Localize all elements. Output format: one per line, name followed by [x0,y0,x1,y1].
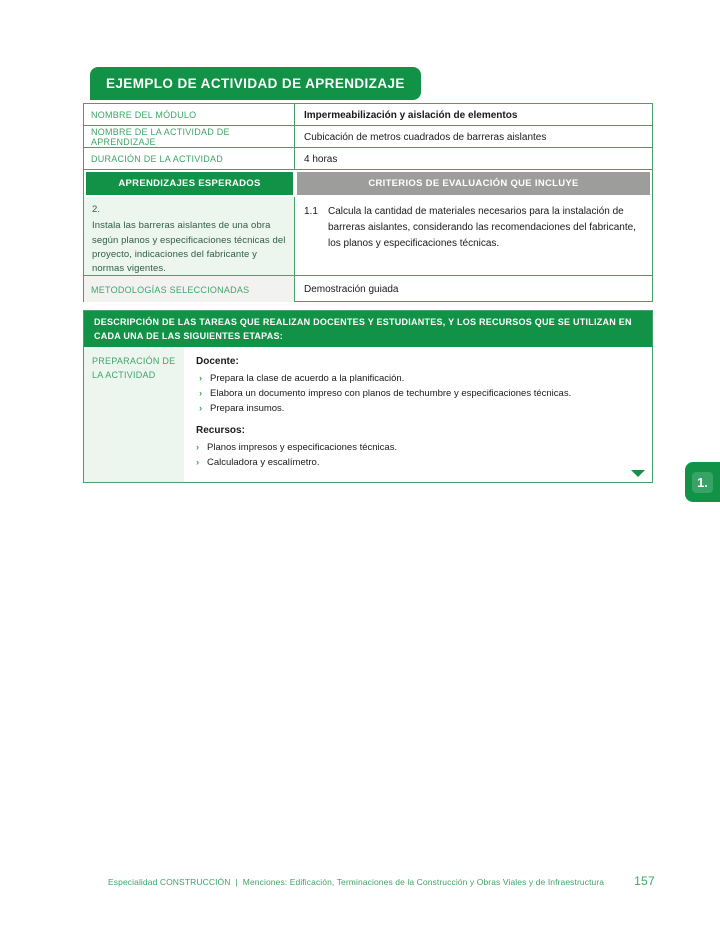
expected-learning-cell [84,197,295,275]
module-value: Impermeabilización y aislación de elementos [304,109,518,121]
footer-divider: | [235,877,238,887]
activity-name-value: Cubicación de metros cuadrados de barreras aislantes [304,131,547,143]
bullet-icon: › [196,457,200,468]
bullet-icon: › [199,403,203,414]
table-row-duration [84,148,652,170]
bullet-text: Prepara insumos. [210,403,285,414]
duration-label: DURACIÓN DE LA ACTIVIDAD [84,148,295,169]
bullet-item [196,371,640,386]
recursos-heading: Recursos: [196,425,245,436]
description-table [83,310,653,483]
expected-learning-number: 2. [92,204,101,215]
footer-text [108,877,604,887]
methodology-value: Demostración guiada [304,284,399,295]
criteria-cell [295,197,652,275]
footer-specialty: Especialidad CONSTRUCCIÓN [108,877,231,887]
stage-label: PREPARACIÓN DE LA ACTIVIDAD [84,347,184,482]
chapter-tab-number: 1. [692,472,713,493]
bullet-text: Calculadora y escalímetro. [207,457,320,468]
page-number: 157 [634,874,655,888]
criteria-text: Calcula la cantidad de materiales necesarios para la instalación de barreras aislantes, considerando las recomendaciones del fabricante, los planos y especificaciones técnicas. [328,206,636,249]
expected-learnings-header: APRENDIZAJES ESPERADOS [84,170,295,197]
bullet-item [196,455,640,470]
bullet-text: Prepara la clase de acuerdo a la planificación. [210,373,405,384]
table-row-activity-name [84,126,652,148]
bullet-icon: › [199,388,203,399]
criteria-number: 1.1 [304,206,318,217]
chapter-tab [685,462,720,502]
evaluation-criteria-header: CRITERIOS DE EVALUACIÓN QUE INCLUYE [295,170,652,197]
preparation-row [84,347,652,482]
table-row-learning-criteria [84,197,652,276]
bullet-item [196,401,640,416]
methodology-label: METODOLOGÍAS SELECCIONADAS [84,276,295,302]
duration-value: 4 horas [304,153,338,165]
page-title: EJEMPLO DE ACTIVIDAD DE APRENDIZAJE [90,67,421,100]
bullet-item [196,386,640,401]
table-row-methodology [84,276,652,302]
bullet-text: Elabora un documento impreso con planos de techumbre y especificaciones técnicas. [210,388,572,399]
bullet-icon: › [196,442,200,453]
footer [83,874,655,888]
continuation-arrow-icon [631,470,645,477]
table-header-row [84,170,652,197]
stage-content [184,347,652,482]
bullet-text: Planos impresos y especificaciones técnicas. [207,442,398,453]
expected-learning-text: Instala las barreras aislantes de una obra según planos y especificaciones técnicas del proyecto, indicaciones del fabricante y normas vigentes. [92,220,286,274]
module-label: NOMBRE DEL MÓDULO [84,104,295,125]
docente-heading: Docente: [196,356,239,367]
footer-mentions: Menciones: Edificación, Terminaciones de la Construcción y Obras Viales y de Infraestructura [242,877,605,887]
bullet-item [196,440,640,455]
activity-name-label: NOMBRE DE LA ACTIVIDAD DE APRENDIZAJE [84,126,295,147]
description-banner: DESCRIPCIÓN DE LAS TAREAS QUE REALIZAN DOCENTES Y ESTUDIANTES, Y LOS RECURSOS QUE SE UTILIZAN EN CADA UNA DE LAS SIGUIENTES ETAPAS: [84,311,652,347]
info-table [83,103,653,302]
bullet-icon: › [199,373,203,384]
table-row-module [84,104,652,126]
